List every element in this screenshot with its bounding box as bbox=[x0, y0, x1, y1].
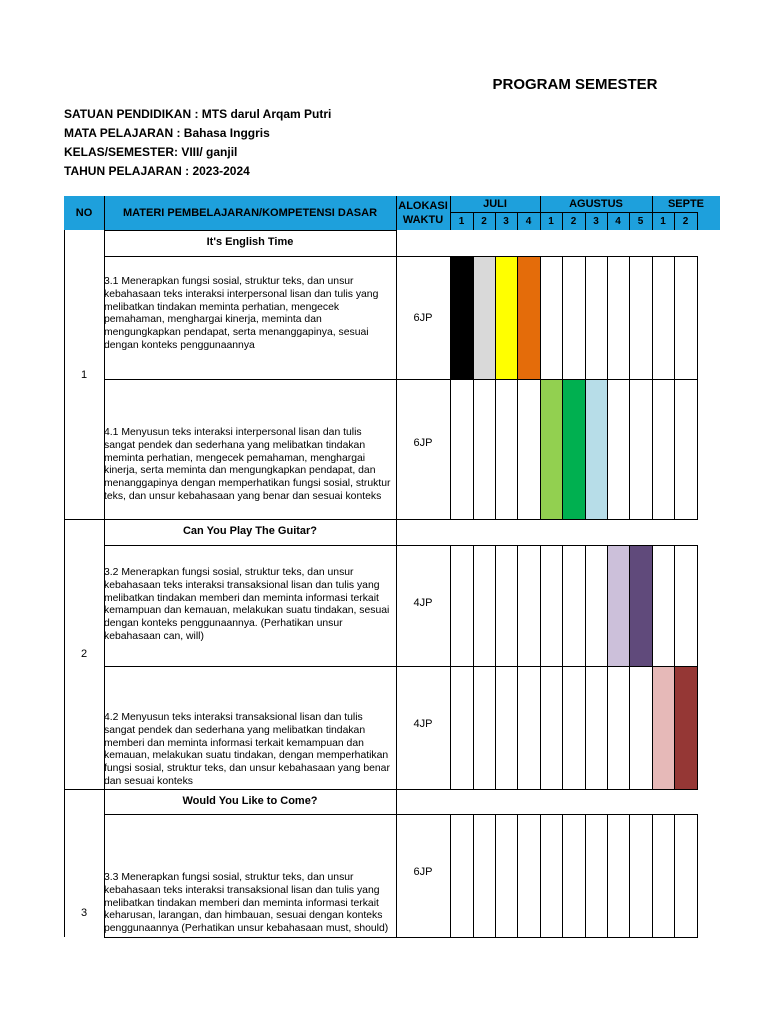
header-month: JULI bbox=[483, 198, 507, 210]
schedule-cell bbox=[562, 256, 586, 380]
meta-tahun: TAHUN PELAJARAN : 2023-2024 bbox=[64, 164, 250, 178]
schedule-cell bbox=[473, 666, 496, 790]
schedule-cell bbox=[473, 379, 496, 520]
schedule-cell bbox=[674, 379, 698, 520]
schedule-cell bbox=[585, 666, 608, 790]
header-month: SEPTE bbox=[667, 198, 705, 210]
header-month: AGUSTUS bbox=[569, 198, 623, 210]
schedule-cell bbox=[540, 545, 563, 667]
header-week: 1 bbox=[660, 215, 666, 227]
header-week-divider bbox=[697, 213, 698, 230]
header-divider bbox=[396, 196, 397, 230]
schedule-cell bbox=[473, 814, 496, 938]
schedule-cell bbox=[585, 545, 608, 667]
schedule-cell bbox=[517, 379, 541, 520]
schedule-cell bbox=[674, 814, 698, 938]
header-week: 2 bbox=[481, 215, 487, 227]
header-materi: MATERI PEMBELAJARAN/KOMPETENSI DASAR bbox=[122, 207, 378, 219]
header-week-divider bbox=[517, 213, 518, 230]
schedule-cell bbox=[652, 814, 675, 938]
header-week: 1 bbox=[458, 215, 465, 227]
alokasi-waktu: 6JP bbox=[413, 437, 433, 449]
header-week: 3 bbox=[593, 215, 599, 227]
kd-text: 4.2 Menyusun teks interaksi transaksional lisan dan tulis sangat pendek dan sederhana yang melibatkan tindakan memberi dan meminta informasi terkait kemampuan dan kemauan, melakukan suatu tindakan, dengan memperhatikan fungsi sosial, struktur teks, dan unsur kebahasaan yang benar dan sesuai konteks bbox=[104, 712, 390, 787]
header-week-divider bbox=[607, 213, 608, 230]
schedule-cell bbox=[585, 256, 608, 380]
schedule-cell bbox=[540, 256, 563, 380]
schedule-cell bbox=[629, 256, 653, 380]
schedule-cell bbox=[495, 666, 518, 790]
meta-mapel: MATA PELAJARAN : Bahasa Inggris bbox=[64, 126, 270, 140]
schedule-cell bbox=[450, 814, 474, 938]
topic-right-border bbox=[396, 230, 397, 256]
header-week: 1 bbox=[548, 215, 554, 227]
schedule-cell bbox=[585, 814, 608, 938]
meta-satuan: SATUAN PENDIDIKAN : MTS darul Arqam Putri bbox=[64, 107, 332, 121]
topic-title: It's English Time bbox=[206, 236, 294, 248]
schedule-cell bbox=[562, 814, 586, 938]
kd-text: 3.2 Menerapkan fungsi sosial, struktur teks, dan unsur kebahasaan teks interaksi transaksional lisan dan tulis yang melibatkan tindakan memberi dan meminta informasi terkait kemampuan dan kemauan, melakukan suatu tindakan, sesuai dengan konteks penggunaannya. (Perhatikan unsur kebahasaan can, will) bbox=[104, 567, 390, 642]
header-alokasi-line2: WAKTU bbox=[402, 214, 444, 226]
schedule-cell bbox=[629, 666, 653, 790]
header-week: 5 bbox=[637, 215, 644, 227]
header-week-divider bbox=[629, 213, 630, 230]
schedule-cell bbox=[450, 379, 474, 520]
schedule-cell-filled bbox=[517, 256, 541, 380]
topic-top-border bbox=[104, 230, 397, 231]
schedule-cell-filled bbox=[495, 256, 518, 380]
schedule-cell bbox=[473, 545, 496, 667]
header-week-divider bbox=[495, 213, 496, 230]
schedule-cell bbox=[495, 814, 518, 938]
schedule-cell bbox=[450, 545, 474, 667]
schedule-cell bbox=[562, 666, 586, 790]
header-week-divider bbox=[540, 213, 541, 230]
header-week: 2 bbox=[682, 215, 689, 227]
schedule-cell bbox=[629, 814, 653, 938]
schedule-cell bbox=[674, 545, 698, 667]
topic-right-border bbox=[396, 789, 397, 814]
header-week: 4 bbox=[615, 215, 621, 227]
topic-top-border bbox=[104, 789, 397, 790]
schedule-cell bbox=[450, 666, 474, 790]
schedule-cell bbox=[607, 666, 630, 790]
group-separator bbox=[64, 519, 105, 520]
kd-text: 4.1 Menyusun teks interaksi interpersonal lisan dan tulis sangat pendek dan sederhana yang melibatkan tindakan meminta perhatian, mengecek pemahaman, menghargai kinerja, serta meminta dan mengungkapkan pendapat, dan menanggapinya dengan memperhatikan fungsi sosial, struktur teks, dan unsur kebahasaan yang benar dan sesuai konteks bbox=[104, 427, 391, 502]
topic-right-border bbox=[396, 519, 397, 545]
header-divider bbox=[104, 196, 105, 230]
topic-title: Would You Like to Come? bbox=[182, 795, 318, 807]
schedule-cell bbox=[629, 379, 653, 520]
header-no: NO bbox=[75, 207, 93, 219]
header-week-divider bbox=[473, 213, 474, 230]
schedule-cell bbox=[674, 256, 698, 380]
schedule-cell bbox=[517, 545, 541, 667]
schedule-cell-filled bbox=[450, 256, 474, 380]
row-number: 1 bbox=[80, 368, 88, 381]
header-week: 4 bbox=[525, 215, 532, 227]
schedule-cell bbox=[652, 256, 675, 380]
alokasi-waktu: 4JP bbox=[413, 718, 433, 730]
row-number: 3 bbox=[80, 907, 88, 919]
topic-title: Can You Play The Guitar? bbox=[182, 525, 318, 537]
schedule-cell-filled bbox=[473, 256, 496, 380]
schedule-cell bbox=[540, 666, 563, 790]
group-separator bbox=[64, 789, 105, 790]
page-title: PROGRAM SEMESTER bbox=[492, 76, 658, 93]
kd-text: 3.3 Menerapkan fungsi sosial, struktur teks, dan unsur kebahasaan teks interaksi transaksional lisan dan tulis yang melibatkan tindakan memberi dan meminta informasi terkait keharusan, larangan, dan himbauan, sesuai dengan konteks penggunaannya (Perhatikan unsur kebahasaan must, should) bbox=[104, 872, 389, 935]
schedule-cell bbox=[607, 379, 630, 520]
schedule-cell bbox=[652, 545, 675, 667]
header-divider bbox=[450, 196, 451, 230]
schedule-cell-filled bbox=[607, 545, 630, 667]
schedule-cell bbox=[517, 814, 541, 938]
schedule-cell bbox=[517, 666, 541, 790]
alokasi-waktu: 6JP bbox=[413, 312, 433, 324]
header-week-divider bbox=[562, 213, 563, 230]
row-number: 2 bbox=[80, 648, 88, 660]
header-week-divider bbox=[674, 213, 675, 230]
header-alokasi bbox=[396, 196, 450, 230]
header-week: 3 bbox=[503, 215, 509, 227]
alokasi-waktu: 6JP bbox=[413, 866, 433, 878]
kd-right-border bbox=[396, 379, 397, 519]
schedule-cell-filled bbox=[674, 666, 698, 790]
schedule-cell bbox=[562, 545, 586, 667]
alokasi-waktu: 4JP bbox=[413, 597, 433, 609]
header-week-divider bbox=[652, 213, 653, 230]
schedule-cell bbox=[540, 814, 563, 938]
schedule-cell-filled bbox=[540, 379, 563, 520]
schedule-cell bbox=[652, 379, 675, 520]
header-week: 2 bbox=[570, 215, 577, 227]
schedule-cell-filled bbox=[562, 379, 586, 520]
table-left-border bbox=[64, 230, 65, 937]
topic-top-border bbox=[104, 519, 397, 520]
schedule-cell-filled bbox=[629, 545, 653, 667]
kd-text: 3.1 Menerapkan fungsi sosial, struktur teks, dan unsur kebahasaan teks interaksi interpersonal lisan dan tulis yang melibatkan tindakan meminta perhatian, mengecek pemahaman, menghargai kinerja, meminta dan mengungkapkan pendapat, serta menanggapinya, sesuai dengan konteks penggunaannya bbox=[104, 276, 379, 351]
header-week-divider bbox=[585, 213, 586, 230]
schedule-cell-filled bbox=[652, 666, 675, 790]
schedule-cell bbox=[607, 814, 630, 938]
schedule-cell-filled bbox=[585, 379, 608, 520]
schedule-cell bbox=[495, 545, 518, 667]
meta-kelas: KELAS/SEMESTER: VIII/ ganjil bbox=[64, 145, 238, 159]
schedule-cell bbox=[495, 379, 518, 520]
header-alokasi-line1: ALOKASI bbox=[398, 200, 448, 212]
schedule-cell bbox=[607, 256, 630, 380]
